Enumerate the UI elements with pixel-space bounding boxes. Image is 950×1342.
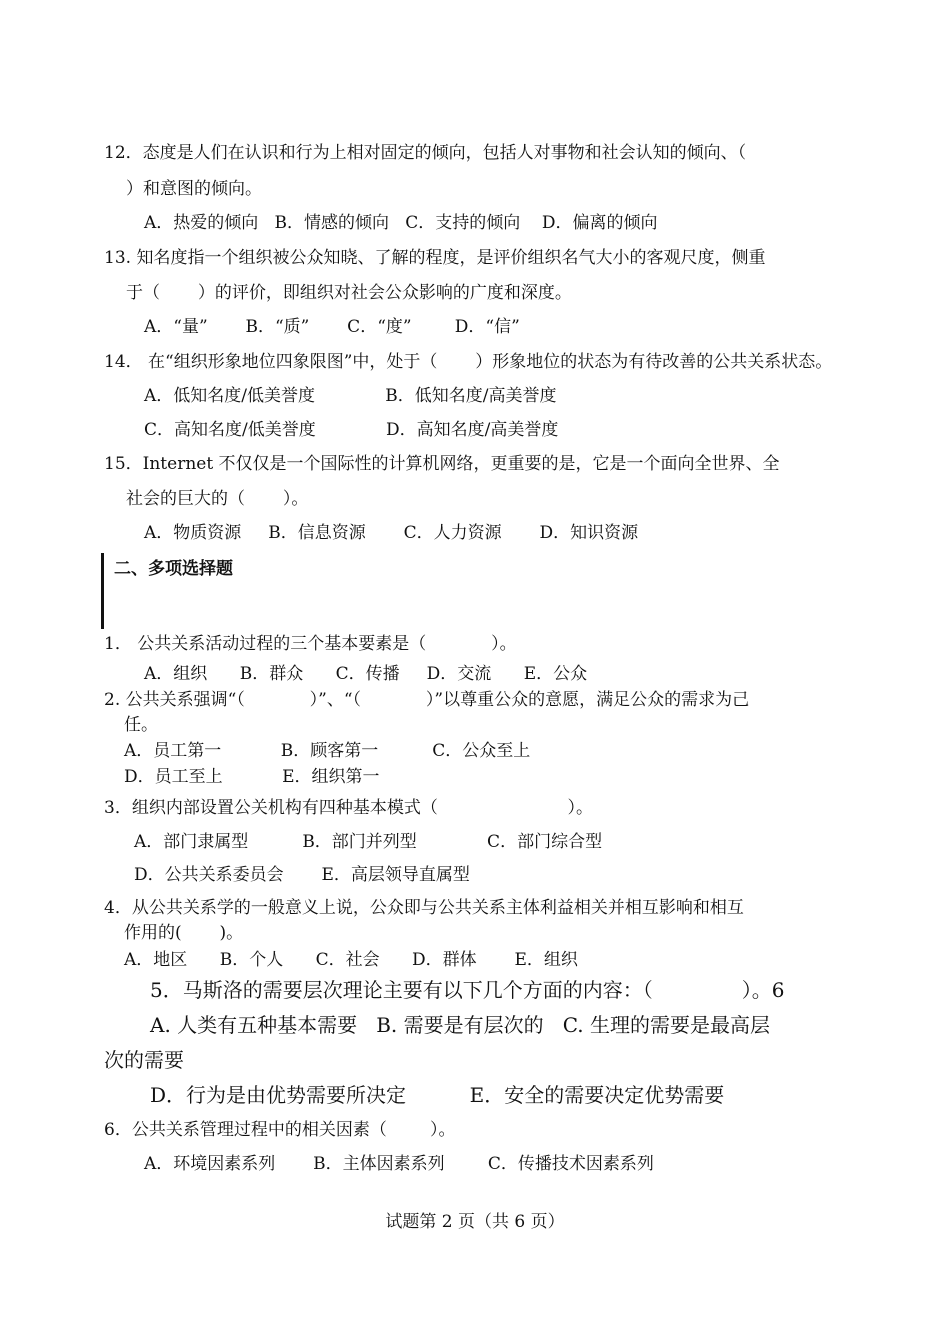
q15-stem-line1: 15．Internet 不仅仅是一个国际性的计算机网络，更重要的是，它是一个面向全世界、全: [104, 454, 780, 474]
mq5-options-line1: A. 人类有五种基本需要 B. 需要是有层次的 C. 生理的需要是最高层: [150, 1013, 771, 1037]
mq2-options-line2: D．员工至上 E．组织第一: [124, 767, 380, 787]
mq1-options: A．组织 B．群众 C．传播 D．交流 E．公众: [144, 664, 588, 684]
q13-stem-line1: 13. 知名度指一个组织被公众知晓、了解的程度，是评价组织名气大小的客观尺度，侧重: [104, 248, 766, 268]
mq4-stem-line2: 作用的( )。: [124, 923, 244, 943]
q14-options-line1: A．低知名度/低美誉度 B．低知名度/高美誉度: [144, 386, 557, 406]
mq2-options-line1: A．员工第一 B．顾客第一 C．公众至上: [124, 741, 531, 761]
section2-heading: 二、多项选择题: [114, 559, 233, 579]
mq4-stem-line1: 4．从公共关系学的一般意义上说，公众即与公共关系主体利益相关并相互影响和相互: [104, 898, 744, 918]
q12-stem-line1: 12．态度是人们在认识和行为上相对固定的倾向，包括人对事物和社会认知的倾向、（: [104, 143, 747, 163]
q14-stem: 14． 在“组织形象地位四象限图”中，处于（ ）形象地位的状态为有待改善的公共关系状态。: [104, 352, 833, 372]
mq3-options-line1: A．部门隶属型 B．部门并列型 C．部门综合型: [134, 832, 603, 852]
q13-stem-line2: 于（ ）的评价，即组织对社会公众影响的广度和深度。: [126, 283, 572, 303]
mq1-stem: 1． 公共关系活动过程的三个基本要素是（ ）。: [104, 634, 517, 654]
mq4-options: A．地区 B．个人 C．社会 D．群体 E．组织: [124, 950, 578, 970]
section-heading-bar: [101, 553, 104, 629]
mq5-options-line2: D．行为是由优势需要所决定 E．安全的需要决定优势需要: [150, 1083, 725, 1107]
q14-options-line2: C．高知名度/低美誉度 D．高知名度/高美誉度: [144, 420, 559, 440]
q12-stem-line2: ）和意图的倾向。: [126, 179, 262, 199]
q12-options: A．热爱的倾向 B．情感的倾向 C．支持的倾向 D．偏离的倾向: [144, 213, 658, 233]
mq6-stem: 6．公共关系管理过程中的相关因素（ ）。: [104, 1120, 456, 1140]
mq5-options-line1-cont: 次的需要: [104, 1048, 184, 1072]
q15-options: A．物质资源 B．信息资源 C．人力资源 D．知识资源: [144, 523, 639, 543]
mq2-stem-line1: 2. 公共关系强调“（ ）”、“（ ）”以尊重公众的意愿，满足公众的需求为己: [104, 690, 750, 710]
mq3-options-line2: D．公共关系委员会 E．高层领导直属型: [134, 865, 470, 885]
q13-options: A．“量” B．“质” C．“度” D．“信”: [144, 317, 520, 337]
page-footer: 试题第 2 页（共 6 页）: [385, 1212, 565, 1232]
mq3-stem: 3．组织内部设置公关机构有四种基本模式（ ）。: [104, 798, 594, 818]
mq2-stem-line2: 任。: [124, 715, 158, 735]
mq6-options: A．环境因素系列 B．主体因素系列 C．传播技术因素系列: [144, 1154, 654, 1174]
mq5-stem: 5．马斯洛的需要层次理论主要有以下几个方面的内容：（ ）。6: [150, 978, 785, 1002]
q15-stem-line2: 社会的巨大的（ ）。: [126, 489, 309, 509]
